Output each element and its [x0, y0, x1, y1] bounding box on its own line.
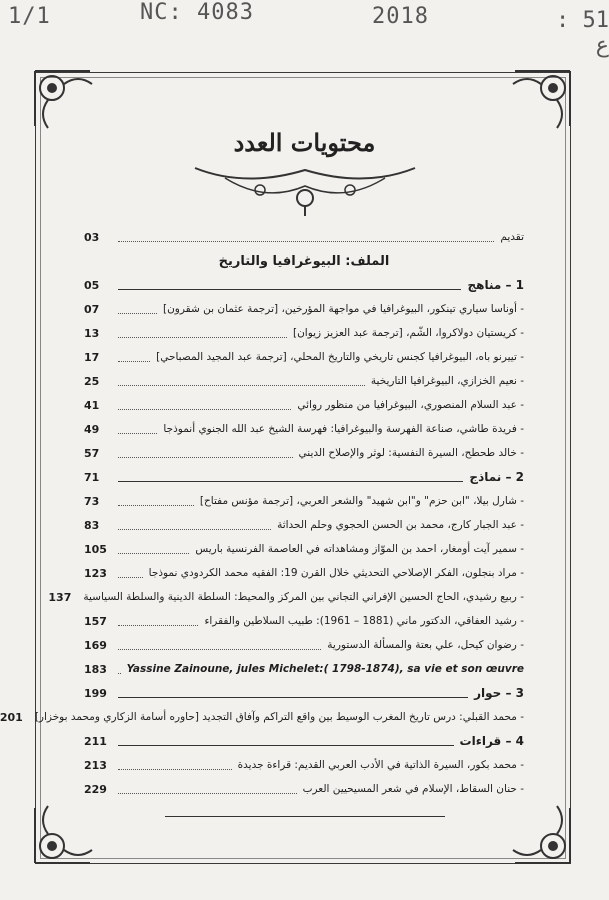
toc-page-number: 57 [84, 446, 100, 460]
toc-entry-title: 1 – مناهج [467, 278, 524, 292]
title-ornament [185, 158, 425, 220]
toc-page-number: 199 [84, 686, 107, 700]
handwritten-code: NC: 4083 [140, 0, 254, 25]
toc-entry-title: - محمد القبلي: درس تاريخ المغرب الوسيط بين واقع التراكم وآفاق التجديد [حاوره أسامة الزكاري ومحمد بوخزار] [34, 711, 524, 723]
toc-entry-title: الملف: البيوغرافيا والتاريخ [218, 253, 390, 269]
toc-page-number: 03 [84, 230, 100, 244]
toc-entry-title: 4 – قراءات [459, 734, 524, 748]
page-title: محتويات العدد [233, 128, 376, 157]
toc-leader [118, 408, 291, 410]
toc-leader [118, 384, 365, 386]
toc-leader [118, 456, 293, 458]
toc-leader [118, 744, 454, 746]
toc-leader [118, 768, 232, 770]
toc-entry [48, 586, 524, 608]
toc-entry-title: - مراد بنجلون، الفكر الإصلاحي التحديثي خلال القرن 19: الفقيه محمد الكردودي نموذجا [148, 567, 524, 579]
corner-ornament-top-left [30, 66, 100, 136]
toc-entry [84, 490, 524, 512]
toc-leader [118, 336, 287, 338]
toc-leader [118, 432, 157, 434]
toc-entry-title: - ربيع رشيدي، الحاج الحسين الإفراني التجاني بين المركز والمحيط: السلطة الدينية والسلطة السياسية [83, 591, 524, 603]
toc-entry [84, 562, 524, 584]
toc-leader [118, 552, 189, 554]
toc-dossier-heading [84, 250, 524, 272]
toc-leader [118, 648, 321, 650]
toc-entry-title: 3 – حوار [474, 686, 524, 700]
toc-entry-title: Yassine Zainoune, jules Michelet:( 1798-1874), sa vie et son œuvre [126, 663, 524, 675]
toc-page-number: 07 [84, 302, 100, 316]
toc-entry [84, 298, 524, 320]
toc-leader [118, 528, 271, 530]
corner-ornament-top-right [505, 66, 575, 136]
toc-entry [84, 322, 524, 344]
toc-entry-title: - شارل بيلا، "ابن حزم" و"ابن شهيد" والشعر العربي، [ترجمة مؤنس مفتاح] [199, 495, 524, 507]
toc-entry-title: تقديم [500, 231, 524, 243]
toc-page-number: 201 [0, 710, 23, 724]
toc-page-number: 169 [84, 638, 107, 652]
toc-page-number: 13 [84, 326, 100, 340]
toc-entry [84, 634, 524, 656]
toc-page-number: 123 [84, 566, 107, 580]
toc-leader [118, 240, 494, 242]
toc-entry [84, 442, 524, 464]
bottom-rule [165, 816, 445, 817]
toc-page-number: 211 [84, 734, 107, 748]
toc-entry-title: - سمير آيت أومغار، احمد بن الموّاز ومشاهداته في العاصمة الفرنسية باريس [195, 543, 524, 555]
handwritten-issue: 51 : ع [556, 8, 609, 58]
toc-page-number: 229 [84, 782, 107, 796]
toc-page-number: 41 [84, 398, 100, 412]
toc-entry [84, 658, 524, 680]
toc-entry-title: - كريستيان دولاكروا، الشّم، [ترجمة عبد العزيز زيوان] [292, 327, 524, 339]
toc-entry-title: - أوناسا سياري تينكور، البيوغرافيا في مواجهة المؤرخين، [ترجمة عثمان بن شقرون] [162, 303, 524, 315]
toc-entry-title: - فريدة طاشي، صناعة الفهرسة والبيوغرافيا: فهرسة الشيخ عبد الله الجنوي أنموذجا [163, 423, 524, 435]
corner-ornament-bottom-left [30, 798, 100, 868]
toc-entry-title: - حنان السقاط، الإسلام في شعر المسيحيين العرب [302, 783, 524, 795]
toc-page-number: 71 [84, 470, 100, 484]
toc-leader [118, 504, 194, 506]
toc-page-number: 157 [84, 614, 107, 628]
toc-section [84, 730, 524, 752]
toc-section [84, 466, 524, 488]
toc-entry [84, 346, 524, 368]
toc-section [84, 682, 524, 704]
toc-entry [84, 370, 524, 392]
toc-entry-title: 2 – نماذج [469, 470, 524, 484]
toc-page-number: 83 [84, 518, 100, 532]
toc-page-number: 49 [84, 422, 100, 436]
toc-entry-title: - رضوان كيحل، علي بعتة والمسألة الدستورية [327, 639, 524, 651]
toc-entry-title: - خالد طحطح، السيرة النفسية: لوثر والإصلاح الديني [298, 447, 524, 459]
toc-page-number: 213 [84, 758, 107, 772]
toc-page-number: 17 [84, 350, 100, 364]
handwritten-ref: 1/1 [8, 4, 51, 29]
toc-entry-title: - تييرنو باه، البيوغرافيا كجنس تاريخي والتاريخ المحلي، [ترجمة عبد المجيد المصباحي] [156, 351, 524, 363]
toc-leader [118, 288, 461, 290]
toc-entry-title: - عبد الجبار كارج، محمد بن الحسن الحجوي وحلم الحداثة [277, 519, 524, 531]
toc-page-number: 105 [84, 542, 107, 556]
toc-entry [84, 418, 524, 440]
corner-ornament-bottom-right [505, 798, 575, 868]
toc-page-number: 05 [84, 278, 100, 292]
toc-entry [84, 610, 524, 632]
toc-entry-title: - عبد السلام المنصوري، البيوغرافيا من منظور روائي [297, 399, 524, 411]
toc-page-number: 183 [84, 662, 107, 676]
toc-leader [118, 312, 157, 314]
toc-entry [84, 754, 524, 776]
toc-entry [84, 226, 524, 248]
toc-section [84, 274, 524, 296]
toc-entry [84, 514, 524, 536]
toc-entry [84, 394, 524, 416]
toc-leader [118, 360, 150, 362]
toc-page-number: 137 [48, 590, 72, 604]
toc-leader [118, 480, 463, 482]
toc-leader [118, 792, 297, 794]
toc-leader [118, 672, 121, 674]
handwritten-year: 2018 [372, 4, 429, 29]
toc-leader [118, 624, 198, 626]
toc-entry [84, 778, 524, 800]
toc-leader [118, 576, 143, 578]
toc-entry-title: - محمد بكور، السيرة الذاتية في الأدب العربي القديم: قراءة جديدة [237, 759, 524, 771]
toc-page-number: 73 [84, 494, 100, 508]
toc-page-number: 25 [84, 374, 100, 388]
toc-entry [84, 538, 524, 560]
toc-leader [118, 696, 468, 698]
toc-entry-title: - نعيم الخزازي، البيوغرافيا التاريخية [370, 375, 524, 387]
toc-entry [0, 706, 524, 728]
toc-entry-title: - رشيد العفاقي، الدكتور ماني (1881 – 1961): طبيب السلاطين والفقراء [204, 615, 524, 627]
